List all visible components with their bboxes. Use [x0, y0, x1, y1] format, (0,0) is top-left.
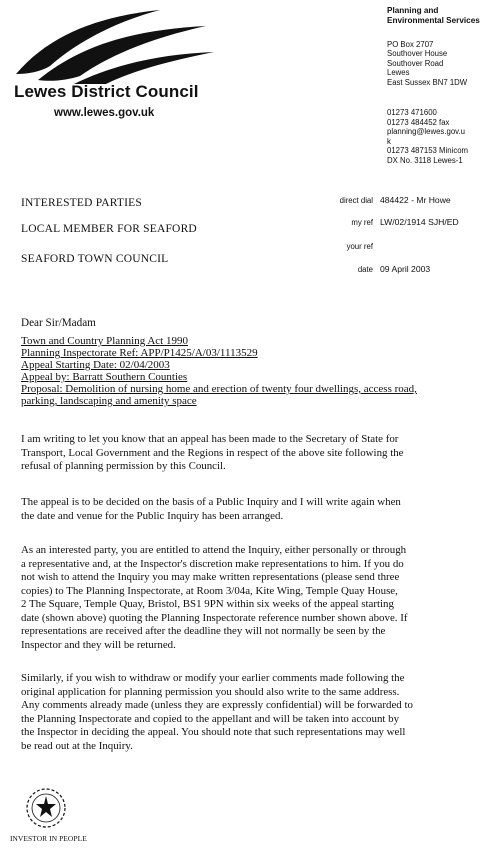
paragraph-line: copies) to The Planning Inspectorate, at Room 3/04a, Kite Wing, Temple Quay House,	[21, 584, 398, 597]
contact-line: DX No. 3118 Lewes-1	[387, 155, 463, 165]
paragraph-line: The appeal is to be decided on the basis of a Public Inquiry and I will write again when	[21, 496, 401, 508]
address-line: East Sussex BN7 1DW	[387, 77, 468, 87]
council-name: Lewes District Council	[14, 82, 199, 101]
council-logo	[10, 4, 220, 86]
paragraph-line: a representative and, at the Inspector's discretion make representations to him. If you do	[21, 557, 404, 570]
paragraph-line: the Inspector in deciding the appeal. You should note that such representations may well	[21, 726, 406, 738]
subject-line: Appeal Starting Date: 02/04/2003	[21, 359, 170, 371]
paragraph-line: I am writing to let you know that an appeal has been made to the Secretary of State for	[21, 433, 399, 445]
paragraph-line: 2 The Square, Temple Quay, Bristol, BS1 9PN within six weeks of the appeal starting	[21, 598, 394, 610]
subject-block	[21, 335, 481, 407]
contact-line: 01273 484452 fax	[387, 117, 450, 127]
investor-in-people-logo	[24, 786, 68, 830]
paragraph-interested-party	[21, 544, 481, 652]
address-line: Southover House	[387, 49, 448, 59]
ref-label: direct dial	[339, 196, 373, 205]
contact-email-continued[interactable]: k	[387, 136, 391, 146]
ref-label: date	[357, 265, 373, 274]
paragraph-line: the date and venue for the Public Inquiry has been arranged.	[21, 509, 284, 522]
paragraph-line: not wish to attend the Inquiry you may make written representations (please send three	[21, 571, 400, 583]
ref-value: LW/02/1914 SJH/ED	[380, 217, 459, 227]
ref-my-ref	[330, 216, 485, 230]
paragraph-appeal-notice	[21, 433, 481, 474]
subject-line: Proposal: Demolition of nursing home and erection of twenty four dwellings, access road,	[21, 383, 417, 395]
paragraph-line: As an interested party, you are entitled to attend the Inquiry, either personally or through	[21, 544, 407, 556]
subject-line: Appeal by: Barratt Southern Counties	[21, 371, 188, 383]
subject-line: Planning Inspectorate Ref: APP/P1425/A/03/1113529	[21, 347, 258, 359]
address-line: Southover Road	[387, 58, 444, 68]
paragraph-line: refusal of planning permission by this Council.	[21, 460, 226, 472]
ref-value: 484422 - Mr Howe	[380, 195, 451, 205]
contact-details	[387, 108, 485, 166]
paragraph-line: Inspector and they will be returned.	[21, 638, 176, 651]
address-line: Lewes	[387, 68, 410, 78]
paragraph-line: Transport, Local Government and the Regions in respect of the above site following the	[21, 446, 404, 459]
paragraph-line: Any comments already made (unless they are expressly confidential) will be forwarded to	[21, 699, 413, 711]
paragraph-line: representations are received after the deadline they will not normally be seen by the	[21, 625, 386, 637]
recipient-line: SEAFORD TOWN COUNCIL	[21, 253, 169, 265]
department-line: Environmental Services	[387, 16, 480, 25]
contact-line: 01273 471600	[387, 108, 437, 117]
paragraph-line: be read out at the Inquiry.	[21, 739, 133, 752]
paragraph-line: Similarly, if you wish to withdraw or modify your earlier comments made following the	[21, 672, 405, 684]
postal-address	[387, 40, 485, 87]
paragraph-public-inquiry	[21, 496, 481, 523]
address-line: PO Box 2707	[387, 40, 434, 49]
contact-email[interactable]: planning@lewes.gov.u	[387, 127, 465, 137]
contact-line: 01273 487153 Minicom	[387, 146, 469, 156]
paragraph-withdraw-comments	[21, 672, 481, 753]
ref-label: my ref	[351, 218, 373, 227]
recipient-line: INTERESTED PARTIES	[21, 197, 143, 209]
council-website[interactable]: www.lewes.gov.uk	[54, 107, 155, 119]
recipient-line: LOCAL MEMBER FOR SEAFORD	[21, 223, 197, 235]
ref-value: 09 April 2003	[380, 264, 431, 274]
paragraph-line: date (shown above) quoting the Planning Inspectorate reference number shown above. If	[21, 611, 408, 624]
paragraph-line: the Planning Inspectorate and copied to the appellant and will be taken into account by	[21, 712, 400, 725]
subject-line: parking, landscaping and amenity space	[21, 395, 197, 407]
department-name	[387, 6, 485, 26]
ref-your-ref	[330, 240, 485, 254]
paragraph-line: original application for planning permission you should also write to the same address.	[21, 685, 400, 698]
salutation: Dear Sir/Madam	[21, 317, 96, 329]
investor-in-people-text: INVESTOR IN PEOPLE	[10, 834, 87, 843]
ref-label: your ref	[346, 242, 373, 251]
subject-line: Town and Country Planning Act 1990	[21, 335, 188, 347]
ref-direct-dial	[330, 194, 485, 208]
ref-date	[330, 263, 485, 277]
department-line: Planning and	[387, 6, 439, 15]
